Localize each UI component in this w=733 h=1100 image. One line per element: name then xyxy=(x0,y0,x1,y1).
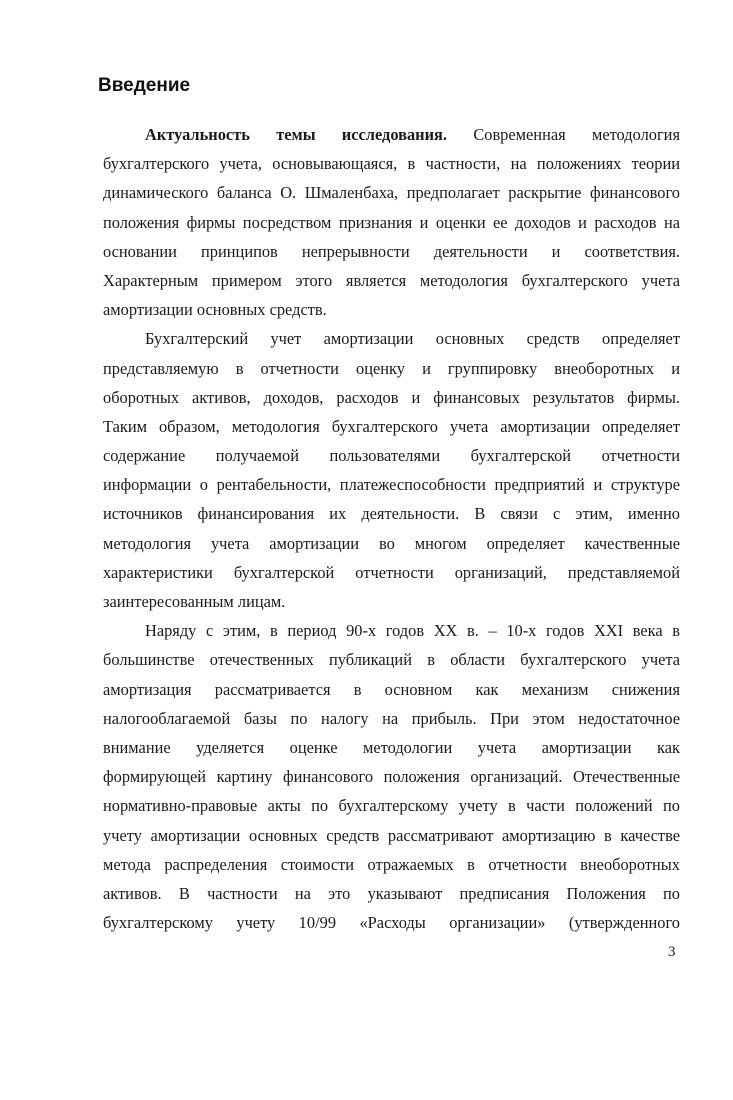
text-line: информации о рентабельности, платежеспособности предприятий и структуре xyxy=(103,475,680,495)
text-line: динамического баланса О. Шмаленбаха, предполагает раскрытие финансового xyxy=(103,183,680,203)
text-line: Таким образом, методология бухгалтерского учета амортизации определяет xyxy=(103,416,680,436)
text-line: налогооблагаемой базы по налогу на прибыль. При этом недостаточное xyxy=(103,708,680,728)
page-number: 3 xyxy=(668,944,676,960)
text-line: большинстве отечественных публикаций в области бухгалтерского учета xyxy=(103,650,680,670)
text-line: характеристики бухгалтерской отчетности организаций, представляемой xyxy=(103,562,680,582)
lead-phrase: Актуальность темы исследования. xyxy=(145,125,448,144)
text-line: содержание получаемой пользователями бухгалтерской отчетности xyxy=(103,446,680,466)
page-heading: Введение xyxy=(98,75,191,96)
text-line: Наряду с этим, в период 90-х годов XX в. – 10-х годов XXI века в xyxy=(145,621,680,641)
text-line: заинтересованным лицам. xyxy=(103,592,286,611)
text-line: амортизации основных средств. xyxy=(103,300,327,320)
text-line: амортизация рассматривается в основном как механизм снижения xyxy=(103,679,680,699)
text-line: представляемую в отчетности оценку и группировку внеоборотных и xyxy=(103,358,680,378)
text-line: учету амортизации основных средств рассматривают амортизацию в качестве xyxy=(103,825,680,845)
text-line: активов. В частности на это указывают предписания Положения по xyxy=(103,883,680,903)
text-line: методология учета амортизации во многом определяет качественные xyxy=(103,533,680,553)
text-line: бухгалтерскому учету 10/99 «Расходы организации» (утвержденного xyxy=(103,913,680,933)
text-line: Характерным примером этого является методология бухгалтерского учета xyxy=(103,270,680,290)
text-line: положения фирмы посредством признания и оценки ее доходов и расходов на xyxy=(103,212,680,232)
text-line: оборотных активов, доходов, расходов и финансовых результатов фирмы. xyxy=(103,387,680,407)
text-line: метода распределения стоимости отражаемых в отчетности внеоборотных xyxy=(103,854,680,874)
text-line: нормативно-правовые акты по бухгалтерскому учету в части положений по xyxy=(103,796,680,816)
text-line: формирующей картину финансового положения организаций. Отечественные xyxy=(103,767,680,787)
text-line xyxy=(103,120,680,149)
text-line: основании принципов непрерывности деятельности и соответствия. xyxy=(103,241,680,261)
text-line: бухгалтерского учета, основывающаяся, в частности, на положениях теории xyxy=(103,154,680,174)
text-line: Бухгалтерский учет амортизации основных средств определяет xyxy=(145,329,680,349)
text-line-content: Современная методология xyxy=(447,125,680,144)
text-line: источников финансирования их деятельности. В связи с этим, именно xyxy=(103,504,680,524)
text-line: внимание уделяется оценке методологии учета амортизации как xyxy=(103,737,680,757)
body-text xyxy=(103,120,680,937)
